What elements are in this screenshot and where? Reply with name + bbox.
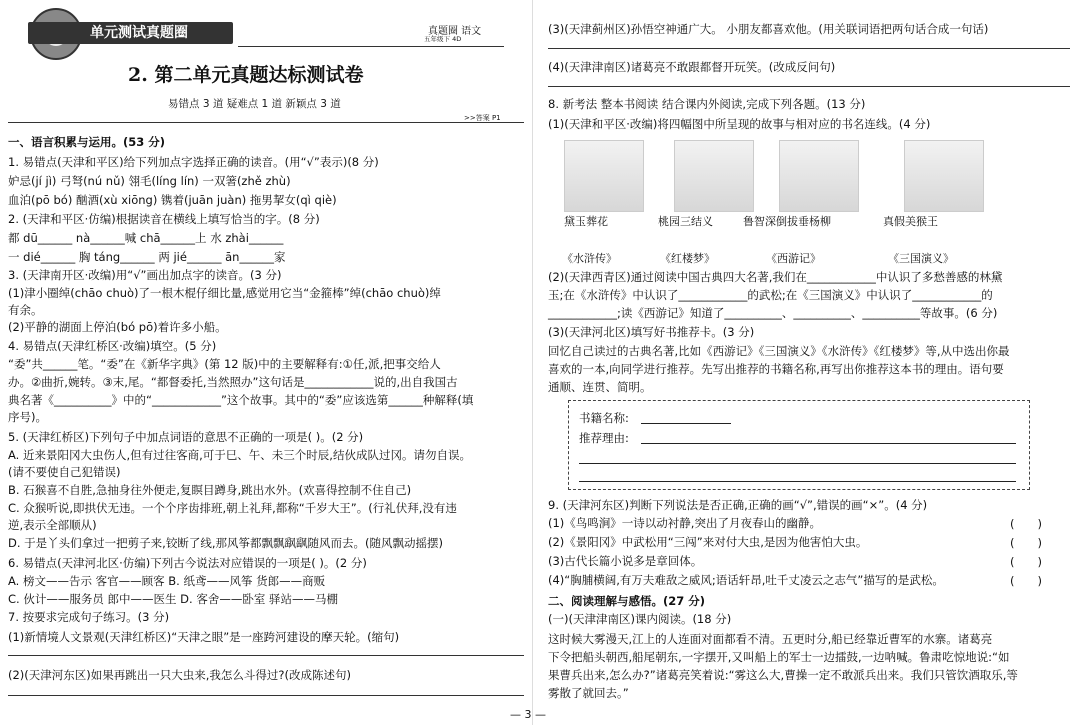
left-line: A. 近来景阳冈大虫伤人,但有过往客商,可于巳、午、未三个时辰,结伙成队过冈。请勿自误。 — [8, 448, 471, 462]
card-reason-label: 推荐理由: — [579, 431, 629, 445]
answer-paren[interactable]: ( ) — [1010, 574, 1042, 588]
left-line: 1. 易错点(天津和平区)给下列加点字选择正确的读音。(用“√”表示)(8 分) — [8, 155, 379, 169]
card-reason-line[interactable] — [579, 481, 1016, 482]
left-line: 序号)。 — [8, 410, 47, 424]
left-line: (1)新情境人文景观(天津红桥区)“天津之眼”是一座跨河建设的摩天轮。(缩句) — [8, 630, 400, 644]
right-line: 通顺、连贯、简明。 — [548, 380, 652, 394]
right-line: 二、阅读理解与感悟。(27 分) — [548, 594, 706, 608]
answer-line — [548, 86, 1070, 87]
answer-ref: >>答案 P1 — [464, 114, 501, 122]
story-caption: 黛玉葬花 — [564, 215, 608, 228]
right-line: (1)《鸟鸣涧》一诗以动衬静,突出了月夜春山的幽静。 — [548, 516, 821, 530]
left-line: B. 石猴喜不自胜,急抽身往外便走,复瞑目蹲身,跳出水外。(欢喜得控制不住自己) — [8, 483, 412, 497]
left-line: 办。②曲折,婉转。③末,尾。“都督委托,当然照办”这句话是____________说的,出自我国古 — [8, 375, 458, 389]
left-line: 3. (天津南开区·改编)用“√”画出加点字的读音。(3 分) — [8, 268, 282, 282]
recommend-card — [568, 400, 1030, 490]
right-line: (3)古代长篇小说多是章回体。 — [548, 554, 703, 568]
story-caption: 鲁智深倒拔垂杨柳 — [743, 215, 831, 228]
header-grade: 五年级下 4D — [424, 35, 462, 43]
left-line: 一 dié______ 胸 táng______ 两 jié______ ān______家 — [8, 250, 286, 264]
answer-line — [548, 48, 1070, 49]
right-line: 果曹兵出来,怎么办?”诸葛亮笑着说:“雾这么大,曹操一定不敢派兵出来。我们只管饮酒取乐,等 — [548, 668, 1018, 682]
left-line: 血泊(pō bó) 酗酒(xù xiōng) 镌着(juān juàn) 拖男挈女(qì qiè) — [8, 193, 337, 207]
left-line: (1)津小圈绰(chāo chuò)了一根木棍仔细比量,感觉用它当“金箍棒”绰(chāo chuò)绰 — [8, 286, 441, 300]
answer-line — [8, 655, 524, 656]
story-image-4 — [904, 140, 984, 212]
left-line: (2)(天津河东区)如果再跳出一只大虫来,我怎么斗得过?(改成陈述句) — [8, 668, 351, 682]
book-title: 《西游记》 — [766, 252, 821, 265]
left-line: 7. 按要求完成句子练习。(3 分) — [8, 610, 170, 624]
story-caption: 真假美猴王 — [883, 215, 938, 228]
right-line: (2)(天津西青区)通过阅读中国古典四大名著,我们在____________中认识了多愁善感的林黛 — [548, 270, 1003, 284]
story-image-1 — [564, 140, 644, 212]
right-line: (4)“胸脯横阔,有万夫难敌之威风;语话轩昂,吐千丈凌云之志气”描写的是武松。 — [548, 573, 944, 587]
left-line: “委”共______笔。“委”在《新华字典》(第 12 版)中的主要解释有:①任,派,把事交给人 — [8, 357, 441, 371]
left-line: 一、语言积累与运用。(53 分) — [8, 135, 166, 149]
right-line: 这时候大雾漫天,江上的人连面对面都看不清。五更时分,船已经靠近曹军的水寨。诸葛亮 — [548, 632, 993, 646]
left-line: C. 众猴听说,即拱伏无违。一个个序齿排班,朝上礼拜,都称“千岁大王”。(行礼伏拜,没有违 — [8, 501, 457, 515]
left-line: 逆,表示全部顺从) — [8, 518, 97, 532]
card-reason-line[interactable] — [579, 463, 1016, 464]
right-line: 9. (天津河东区)判断下列说法是否正确,正确的画“√”,错误的画“×”。(4 分) — [548, 498, 928, 512]
right-line: (1)(天津和平区·改编)将四幅图中所呈现的故事与相对应的书名连线。(4 分) — [548, 117, 931, 131]
left-line: 2. (天津和平区·仿编)根据读音在横线上填写恰当的字。(8 分) — [8, 212, 320, 226]
right-line: 喜欢的一本,向同学进行推荐。先写出推荐的书籍名称,再写出你推荐这本书的理由。语句要 — [548, 362, 1004, 376]
story-image-2 — [674, 140, 754, 212]
right-line: ____________;读《西游记》知道了__________、__________、__________等故事。(6 分) — [548, 306, 998, 320]
left-line: (2)平静的湖面上停泊(bó pō)着许多小船。 — [8, 320, 227, 334]
right-line: 玉;在《水浒传》中认识了____________的武松;在《三国演义》中认识了____________的 — [548, 288, 993, 302]
left-line: 有余。 — [8, 303, 43, 317]
card-reason-field[interactable] — [641, 443, 1016, 444]
card-name-label: 书籍名称: — [579, 411, 629, 425]
left-line: D. 于是丫头们拿过一把剪子来,铰断了线,那风筝都飘飘飖飖随风而去。(随风飘动摇摆) — [8, 536, 443, 550]
left-line: 4. 易错点(天津红桥区·改编)填空。(5 分) — [8, 339, 217, 353]
header-right-label: 真题圈 语文 五年级下 4D — [424, 26, 482, 43]
page-meta: 易错点 3 道 疑难点 1 道 新颖点 3 道 — [168, 98, 341, 110]
left-line: A. 榜文——告示 客官——顾客 B. 纸鸢——风筝 货郎——商贩 — [8, 574, 326, 588]
answer-paren[interactable]: ( ) — [1010, 517, 1042, 531]
story-image-3 — [779, 140, 859, 212]
answer-paren[interactable]: ( ) — [1010, 536, 1042, 550]
left-line: 典名著《__________》中的“____________”这个故事。其中的“委”应该选第______种解释(填 — [8, 393, 474, 407]
right-line: 雾散了就回去。” — [548, 686, 629, 700]
story-caption: 桃园三结义 — [658, 215, 713, 228]
page-number: — 3 — — [510, 708, 546, 721]
answer-line — [8, 695, 524, 696]
book-title: 《水浒传》 — [562, 252, 617, 265]
book-title: 《三国演义》 — [888, 252, 954, 265]
right-line: 8. 新考法 整本书阅读 结合课内外阅读,完成下列各题。(13 分) — [548, 97, 866, 111]
right-line: 回忆自己读过的古典名著,比如《西游记》《三国演义》《水浒传》《红楼梦》等,从中选出你最 — [548, 344, 1010, 358]
left-line: 5. (天津红桥区)下列句子中加点词语的意思不正确的一项是( )。(2 分) — [8, 430, 364, 444]
book-title: 《红楼梦》 — [660, 252, 715, 265]
left-line: (请不要使自己犯错误) — [8, 465, 121, 479]
card-name-field[interactable] — [641, 423, 731, 424]
left-line: 妒忌(jí jì) 弓弩(nú nǔ) 翎毛(líng lín) 一双箸(zhě zhù) — [8, 174, 291, 188]
left-line: 都 dū______ nà______喊 chā______上 水 zhài______ — [8, 231, 284, 245]
header-rule — [238, 46, 504, 47]
section-banner: 单元测试真题圈 — [28, 22, 233, 44]
title-rule — [8, 122, 524, 123]
right-line: (一)(天津津南区)课内阅读。(18 分) — [548, 612, 732, 626]
right-line: (3)(天津蓟州区)孙悟空神通广大。 小朋友都喜欢他。(用关联词语把两句话合成一句话) — [548, 22, 989, 36]
story-images — [564, 140, 1054, 210]
left-line: 6. 易错点(天津河北区·仿编)下列古今说法对应错误的一项是( )。(2 分) — [8, 556, 367, 570]
column-divider — [532, 0, 533, 725]
right-line: 下令把船头朝西,船尾朝东,一字摆开,又叫船上的军士一边擂鼓,一边呐喊。鲁肃吃惊地说:“如 — [548, 650, 1010, 664]
answer-paren[interactable]: ( ) — [1010, 555, 1042, 569]
right-line: (2)《景阳冈》中武松用“三闯”来对付大虫,是因为他害怕大虫。 — [548, 535, 868, 549]
page-title: 2. 第二单元真题达标测试卷 — [128, 64, 364, 86]
left-line: C. 伙计——服务员 郎中——医生 D. 客舍——卧室 驿站——马棚 — [8, 592, 338, 606]
right-line: (3)(天津河北区)填写好书推荐卡。(3 分) — [548, 325, 755, 339]
right-line: (4)(天津津南区)诸葛亮不敢跟都督开玩笑。(改成反问句) — [548, 60, 836, 74]
